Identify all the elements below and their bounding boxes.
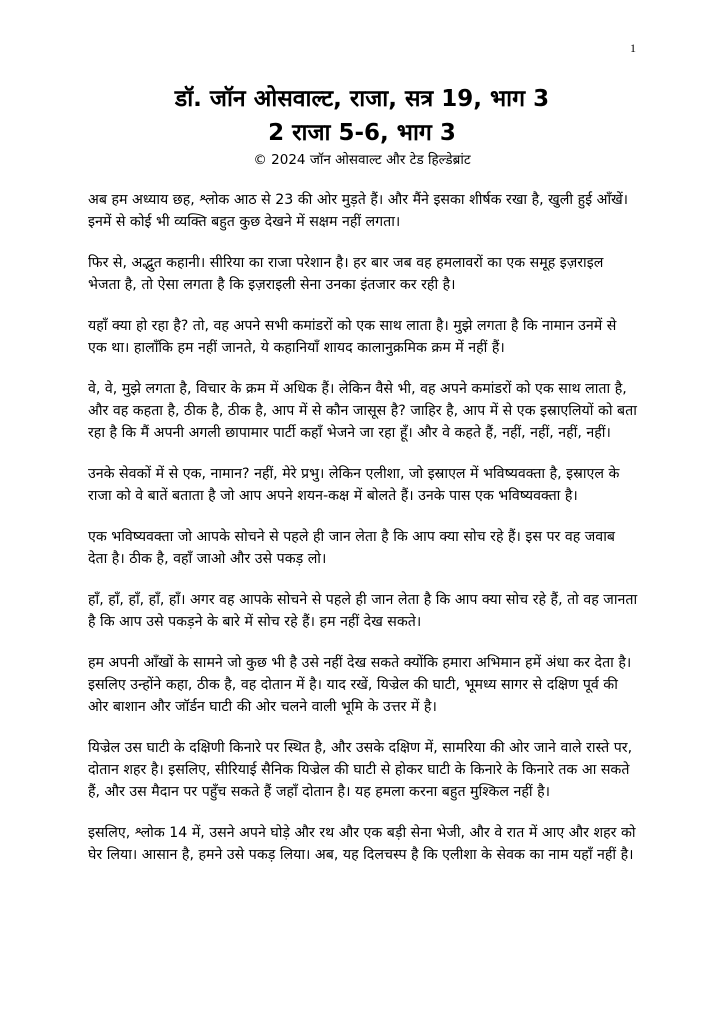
document-header xyxy=(0,82,724,170)
paragraph: यहाँ क्या हो रहा है? तो, वह अपने सभी कमांडरों को एक साथ लाता है। मुझे लगता है कि नामान उनमें से एक था। हालाँकि हम नहीं जानते, ये कहानियाँ शायद कालानुक्रमिक क्रम में नहीं हैं। xyxy=(88,318,617,356)
paragraph: फिर से, अद्भुत कहानी। सीरिया का राजा परेशान है। हर बार जब वह हमलावरों का एक समूह इज़राइल भेजता है, तो ऐसा लगता है कि इज़राइली सेना उनका इंतजार कर रही है। xyxy=(88,255,604,293)
paragraph: वे, वे, मुझे लगता है, विचार के क्रम में अधिक हैं। लेकिन वैसे भी, वह अपने कमांडरों को एक साथ लाता है, और वह कहता है, ठीक है, ठीक है, आप में से कौन जासूस है? जाहिर है, आप में से एक इस्राएलियों को बता रहा है कि मैं अपनी अगली छापामार पार्टी कहाँ भेजने जा रहा हूँ। और वे कहते हैं, नहीं, नहीं, नहीं, नहीं। xyxy=(88,381,637,441)
paragraph: अब हम अध्याय छह, श्लोक आठ से 23 की ओर मुड़ते हैं। और मैंने इसका शीर्षक रखा है, खुली हुई आँखें। इनमें से कोई भी व्यक्ति बहुत कुछ देखने में सक्षम नहीं लगता। xyxy=(88,192,629,230)
page-number: 1 xyxy=(630,41,636,55)
paragraph: इसलिए, श्लोक 14 में, उसने अपने घोड़े और रथ और एक बड़ी सेना भेजी, और वे रात में आए और शहर को घेर लिया। आसान है, हमने उसे पकड़ लिया। अब, यह दिलचस्प है कि एलीशा के सेवक का नाम यहाँ नहीं है। xyxy=(88,825,636,863)
paragraph: यिज्रेल उस घाटी के दक्षिणी किनारे पर स्थित है, और उसके दक्षिण में, सामरिया की ओर जाने वाले रास्ते पर, दोतान शहर है। इसलिए, सीरियाई सैनिक यिज्रेल की घाटी से होकर घाटी के किनारे के किनारे तक आ सकते हैं, और उस मैदान पर पहुँच सकते हैं जहाँ दोतान है। यह हमला करना बहुत मुश्किल नहीं है। xyxy=(88,740,633,800)
paragraph: एक भविष्यवक्ता जो आपके सोचने से पहले ही जान लेता है कि आप क्या सोच रहे हैं। इस पर वह जवाब देता है। ठीक है, वहाँ जाओ और उसे पकड़ लो। xyxy=(88,529,615,567)
document-subtitle: 2 राजा 5-6, भाग 3 xyxy=(268,120,456,146)
paragraph: हाँ, हाँ, हाँ, हाँ, हाँ। अगर वह आपके सोचने से पहले ही जान लेता है कि आप क्या सोच रहे हैं, तो वह जानता है कि आप उसे पकड़ने के बारे में सोच रहे हैं। हम नहीं देख सकते। xyxy=(88,592,638,630)
paragraph: हम अपनी आँखों के सामने जो कुछ भी है उसे नहीं देख सकते क्योंकि हमारा अभिमान हमें अंधा कर देता है। इसलिए उन्होंने कहा, ठीक है, वह दोतान में है। याद रखें, यिज्रेल की घाटी, भूमध्य सागर से दक्षिण पूर्व की ओर बाशान और जॉर्डन घाटी की ओर चलने वाली भूमि के उत्तर में है। xyxy=(88,655,632,715)
document-body xyxy=(88,189,638,885)
copyright-line: © 2024 जॉन ओसवाल्ट और टेड हिल्डेब्रांट xyxy=(253,152,471,168)
document-title: डॉ. जॉन ओसवाल्ट, राजा, सत्र 19, भाग 3 xyxy=(174,86,550,112)
paragraph: उनके सेवकों में से एक, नामान? नहीं, मेरे प्रभु। लेकिन एलीशा, जो इस्राएल में भविष्यवक्ता है, इस्राएल के राजा को वे बातें बताता है जो आप अपने शयन-कक्ष में बोलते हैं। उनके पास एक भविष्यवक्ता है। xyxy=(88,466,620,504)
